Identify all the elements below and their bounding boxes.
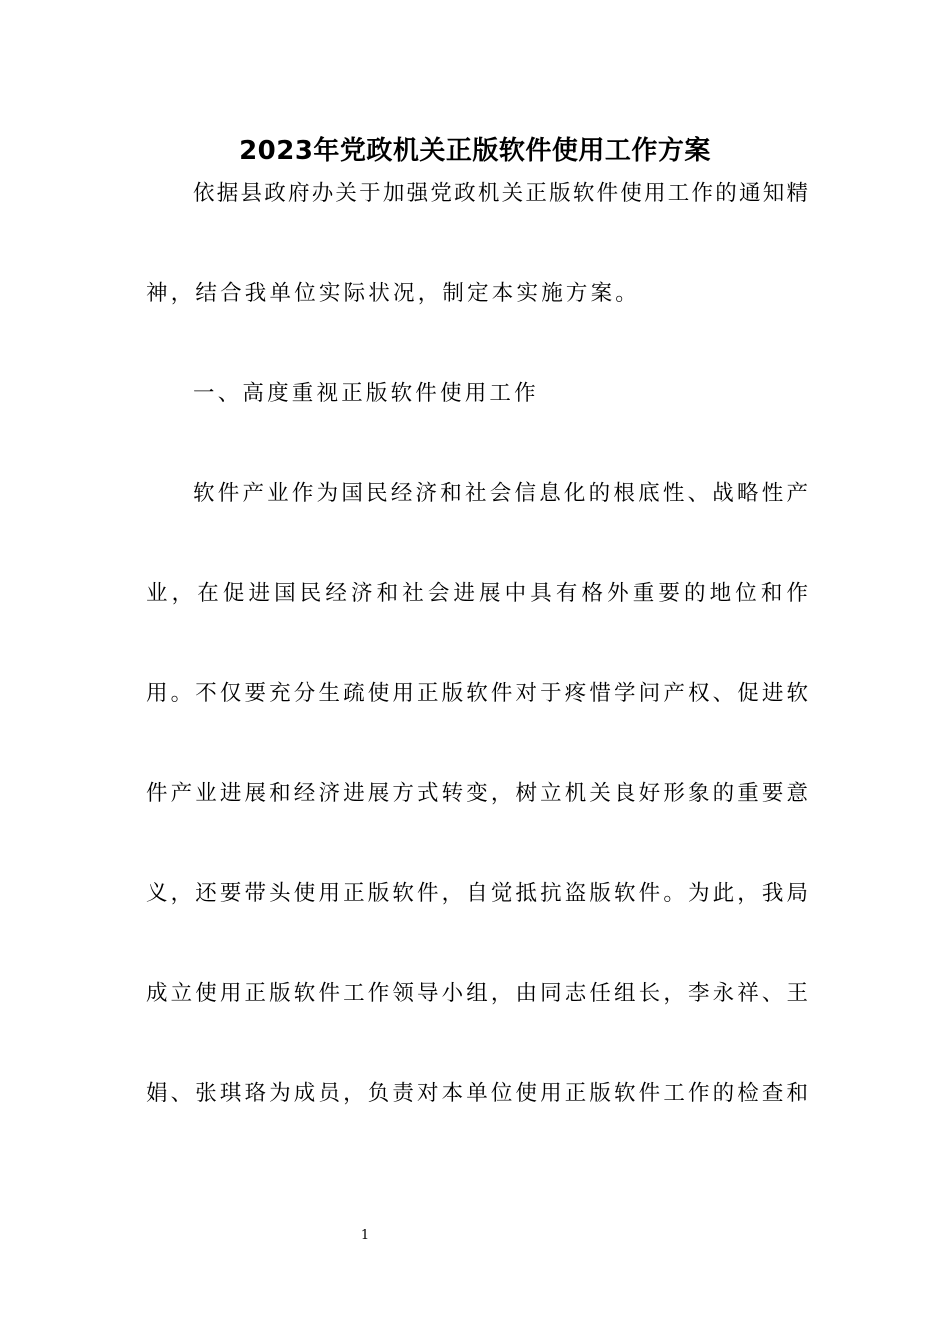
document-title: 2023年党政机关正版软件使用工作方案	[239, 136, 711, 166]
paragraph-line: 用。不仅要充分生疏使用正版软件对于疼惜学问产权、促进软	[146, 681, 808, 706]
paragraph-line: 软件产业作为国民经济和社会信息化的根底性、战略性产	[193, 481, 808, 506]
paragraph-line: 娟、张琪珞为成员，负责对本单位使用正版软件工作的检查和	[146, 1081, 808, 1106]
paragraph-line: 件产业进展和经济进展方式转变，树立机关良好形象的重要意	[146, 781, 808, 806]
paragraph-line: 神，结合我单位实际状况，制定本实施方案。	[146, 281, 641, 306]
section-heading: 一、高度重视正版软件使用工作	[193, 381, 539, 406]
page-number: 1	[360, 1228, 370, 1243]
paragraph-line: 依据县政府办关于加强党政机关正版软件使用工作的通知精	[193, 181, 808, 206]
paragraph-line: 成立使用正版软件工作领导小组，由同志任组长，李永祥、王	[146, 981, 808, 1006]
paragraph-line: 业，在促进国民经济和社会进展中具有格外重要的地位和作	[146, 581, 808, 606]
paragraph-line: 义，还要带头使用正版软件，自觉抵抗盗版软件。为此，我局	[146, 881, 808, 906]
